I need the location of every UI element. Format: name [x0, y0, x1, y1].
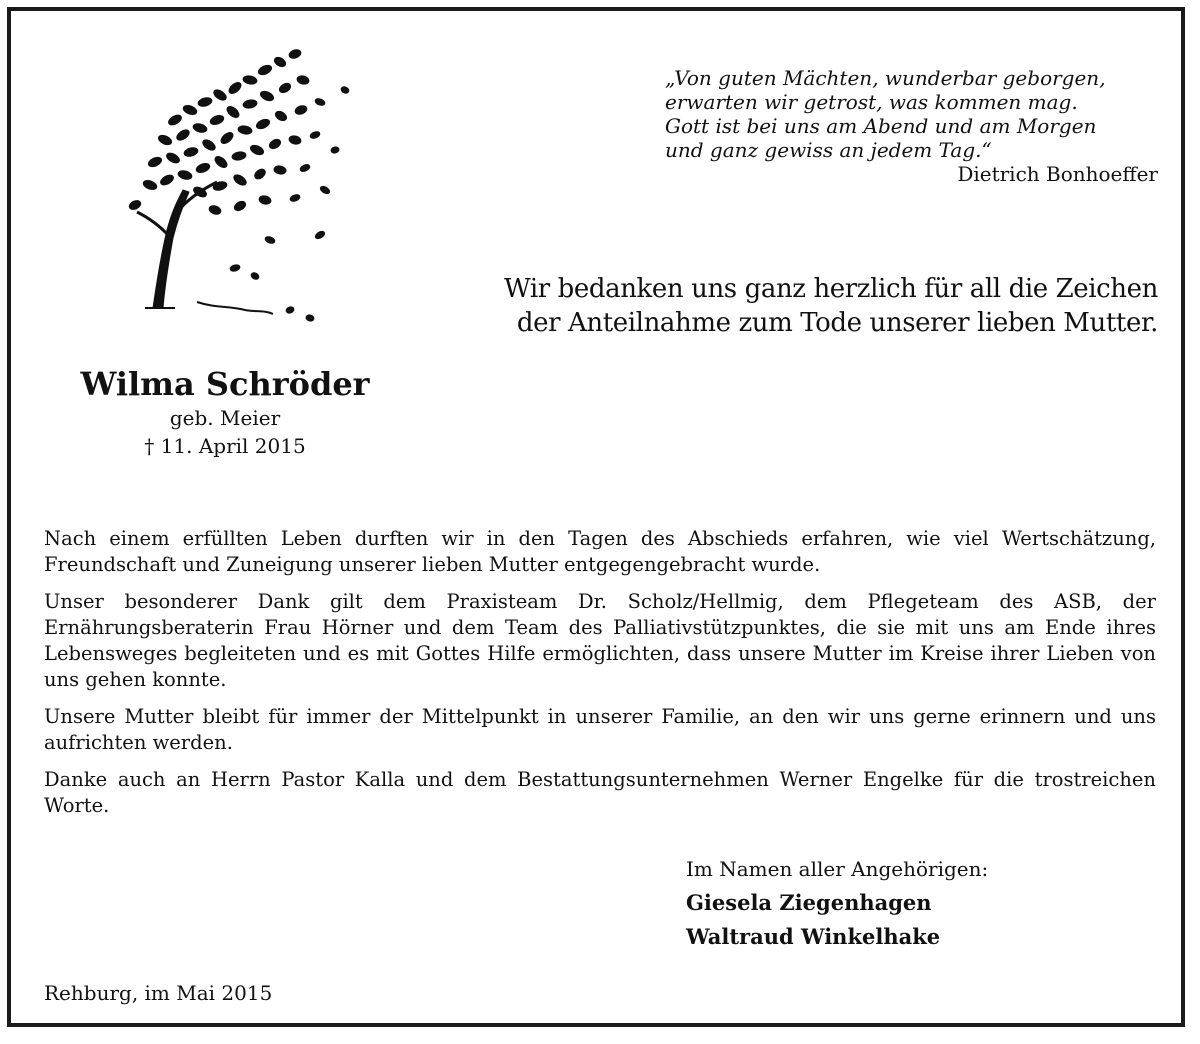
signer-name: Waltraud Winkelhake — [686, 924, 941, 949]
thanks-line: Wir bedanken uns ganz herzlich für all die Zeichen — [503, 274, 1158, 304]
paragraph: Unsere Mutter bleibt für immer der Mittelpunkt in unserer Familie, an den wir uns gerne erinnern und uns aufrichten werden. — [44, 705, 1156, 754]
deceased-block — [40, 364, 410, 460]
paragraph: Danke auch an Herrn Pastor Kalla und dem Bestattungsunternehmen Werner Engelke für die trostreichen Worte. — [44, 768, 1156, 817]
thanks-heading — [418, 272, 1158, 340]
paragraph: Unser besonderer Dank gilt dem Praxisteam Dr. Scholz/Hellmig, dem Pflegeteam des ASB, der Ernährungsberaterin Frau Hörner und dem Team des Palliativstützpunktes, die sie mit uns am Ende ihres Lebensweges begleiteten und es mit Gottes Hilfe ermöglichten, dass unsere Mutter im Kreise ihrer Lieben von uns gehen konnte. — [44, 590, 1156, 691]
place-date: Rehburg, im Mai 2015 — [44, 981, 273, 1005]
windblown-tree-icon — [105, 40, 355, 340]
quote-author: Dietrich Bonhoeffer — [957, 162, 1158, 186]
signer-name: Giesela Ziegenhagen — [686, 890, 932, 915]
bonhoeffer-quote — [638, 66, 1158, 186]
quote-line: und ganz gewiss an jedem Tag.“ — [665, 138, 992, 162]
quote-line: erwarten wir getrost, was kommen mag. — [665, 90, 1078, 114]
paragraph: Nach einem erfüllten Leben durften wir in den Tagen des Abschieds erfahren, wie viel Wertschätzung, Freundschaft und Zuneigung unserer lieben Mutter entgegengebracht wurde. — [44, 527, 1156, 576]
deceased-name: Wilma Schröder — [80, 365, 370, 403]
death-date: † 11. April 2015 — [144, 434, 306, 458]
quote-line: Gott ist bei uns am Abend und am Morgen — [665, 114, 1097, 138]
signature-intro: Im Namen aller Angehörigen: — [686, 857, 989, 881]
thanks-line: der Anteilnahme zum Tode unserer lieben Mutter. — [516, 308, 1158, 338]
signature-block — [686, 852, 1146, 954]
birth-name: geb. Meier — [169, 406, 281, 430]
body-text — [44, 526, 1156, 830]
quote-line: „Von guten Mächten, wunderbar geborgen, — [665, 66, 1106, 90]
